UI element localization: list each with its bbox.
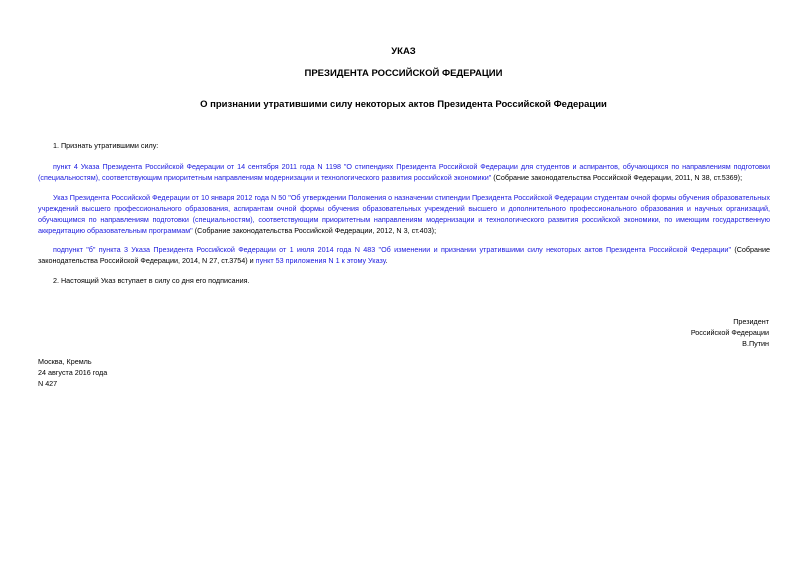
clause-1-item-a-source: (Собрание законодательства Российской Федерации, 2011, N 38, ст.5369);: [491, 173, 743, 182]
document-subject-title: О признании утратившими силу некоторых актов Президента Российской Федерации: [200, 99, 607, 110]
document-type-title: УКАЗ: [391, 46, 416, 57]
signatory-name: В.Путин: [742, 339, 769, 348]
clause-1-item-c-end: .: [385, 256, 388, 265]
clause-1-item-b: [38, 192, 770, 236]
signing-date: 24 августа 2016 года: [38, 368, 108, 377]
signatory-country: Российской Федерации: [690, 328, 769, 337]
clause-1-item-b-source: (Собрание законодательства Российской Федерации, 2012, N 3, ст.403);: [192, 226, 437, 235]
clause-1-intro: 1. Признать утратившими силу:: [53, 141, 159, 150]
decree-number: N 427: [38, 379, 58, 388]
signatory-title: Президент: [733, 317, 769, 326]
clause-2: 2. Настоящий Указ вступает в силу со дня его подписания.: [53, 276, 250, 285]
clause-1-item-c: [38, 244, 770, 266]
decree-50-link[interactable]: Указ Президента Российской Федерации от 10 января 2012 года N 50 "Об утверждении Положения о назначении стипендии Президента Российской Федерации студентам очной формы обучения образовательных учреждений высшего профессионального образования, аспирантам очной формы обучения образовательных учреждений высшего и дополнительного профессионального образования и научных организаций, обучающимся по направлениям подготовки (специальностям), соответствующим приоритетным направлениям модернизации и технологического развития российской экономики, по имеющим государственную аккредитацию образовательным программам": [38, 193, 770, 235]
issuer-title: ПРЕЗИДЕНТА РОССИЙСКОЙ ФЕДЕРАЦИИ: [304, 68, 503, 79]
clause-1-item-c-source: (Собрание законодательства Российской Федерации, 2014, N 27, ст.3754) и: [38, 245, 770, 265]
clause-1-item-a: [38, 161, 770, 183]
appendix-1-item-53-link[interactable]: пункт 53 приложения N 1 к этому Указу: [255, 256, 386, 265]
signing-place: Москва, Кремль: [38, 357, 92, 366]
decree-483-link[interactable]: подпункт "б" пункта 3 Указа Президента Российской Федерации от 1 июля 2014 года N 483 "Об изменении и признании утратившими силу некоторых актов Президента Российской Федерации": [53, 245, 731, 254]
decree-1198-link[interactable]: пункт 4 Указа Президента Российской Федерации от 14 сентября 2011 года N 1198 "О стипендиях Президента Российской Федерации для студентов и аспирантов, обучающихся по направлениям подготовки (специальностям), соответствующим приоритетным направлениям модернизации и технологического развития российской экономики": [38, 162, 770, 182]
